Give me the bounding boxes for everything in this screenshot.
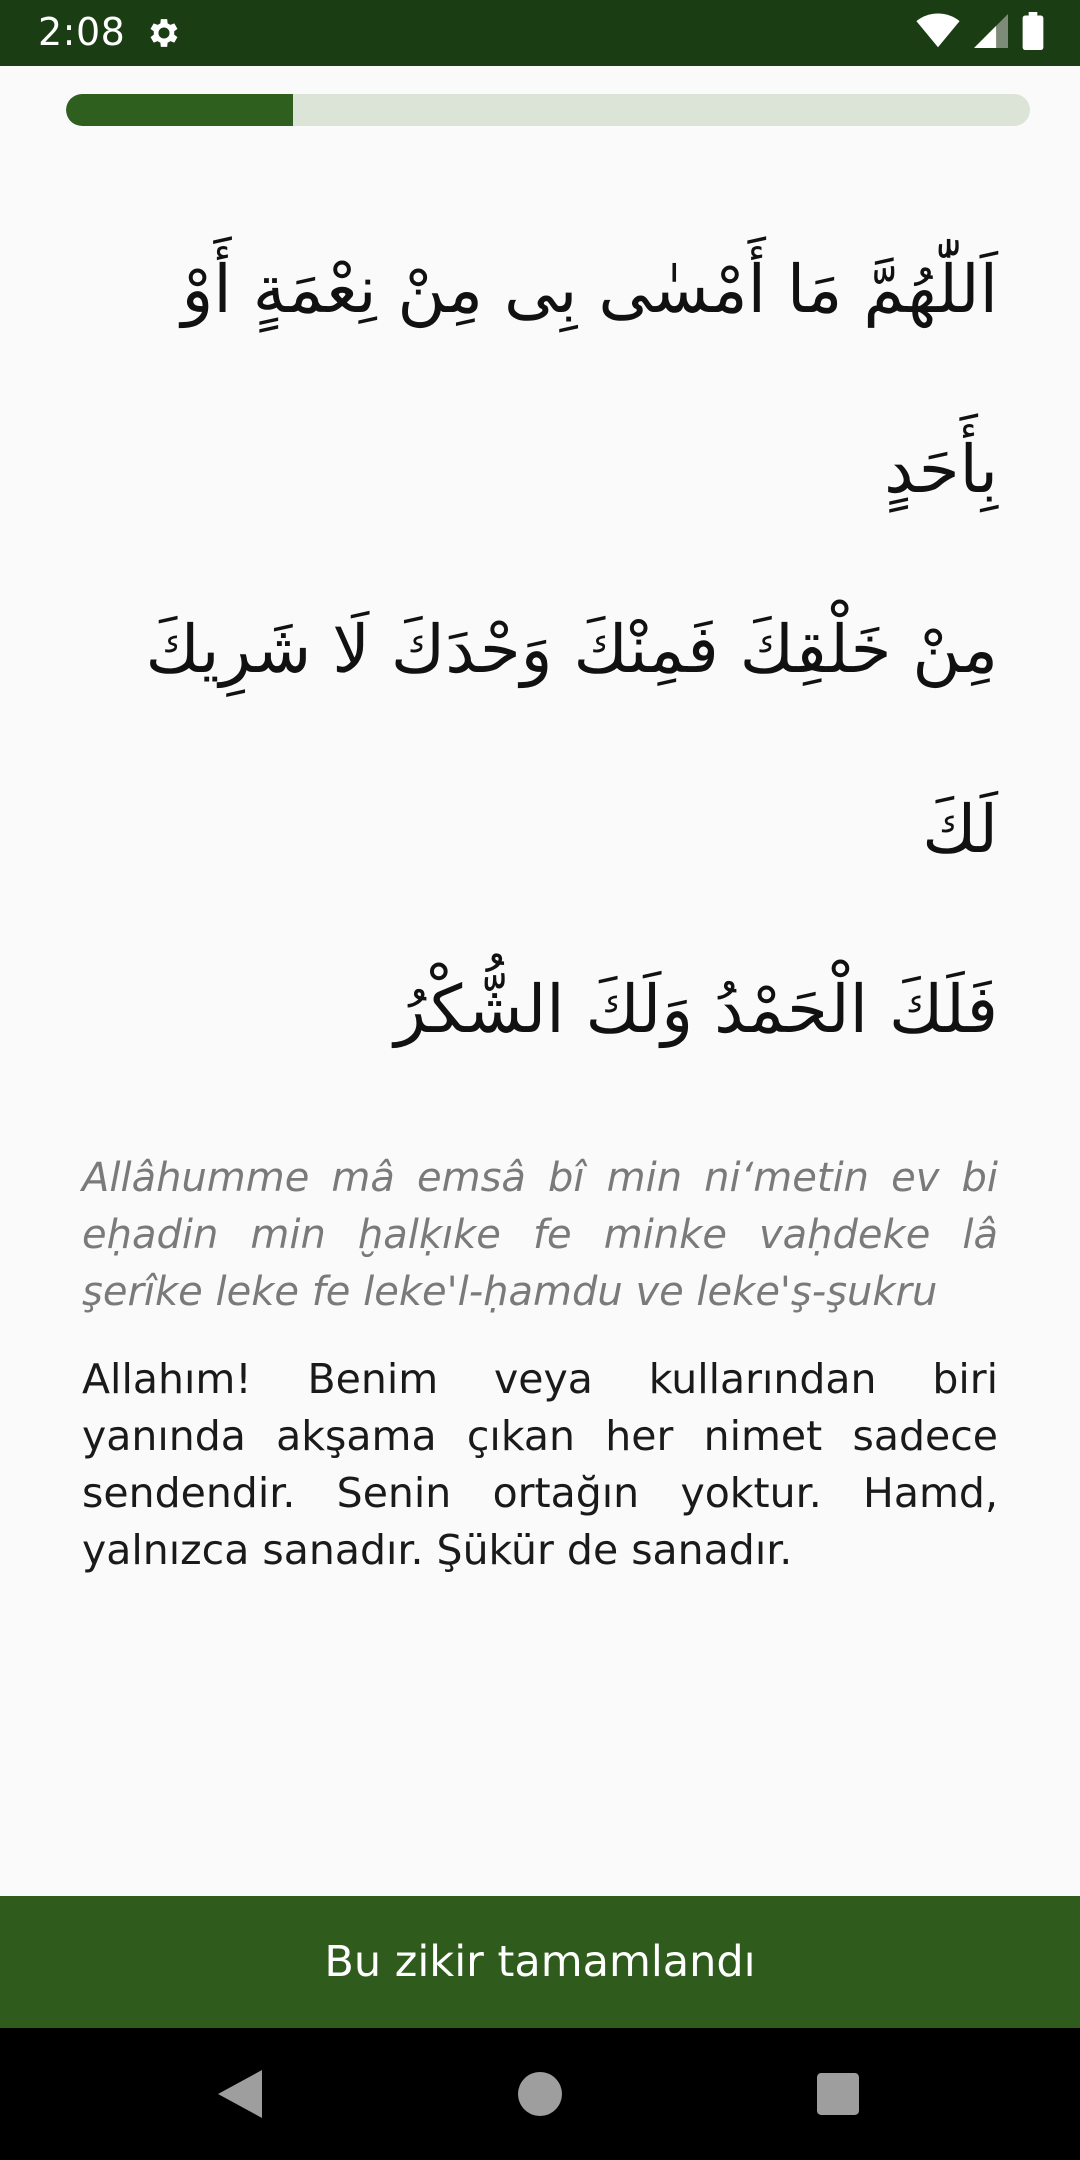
status-bar: [0, 0, 1080, 66]
arabic-line: فَلَكَ الْحَمْدُ وَلَكَ الشُّكْرُ: [394, 971, 998, 1048]
navigation-bar: [0, 2028, 1080, 2160]
translation-text: Allahım! Benim veya kullarından biri yanında akşama çıkan her nimet sadece sendendir. Senin ortağın yoktur. Hamd, yalnızca sanadır. Şükür de sanadır.: [82, 1355, 998, 1574]
battery-icon: [1022, 12, 1044, 55]
gear-icon: [145, 14, 183, 52]
arabic-line: اَللّٰهُمَّ مَا أَمْسٰى بِى مِنْ نِعْمَةٍ أَوْ بِأَحَدٍ: [181, 251, 998, 508]
complete-dhikr-button[interactable]: Bu zikir tamamlandı: [0, 1896, 1080, 2028]
arabic-line: مِنْ خَلْقِكَ فَمِنْكَ وَحْدَكَ لَا شَرِيكَ لَكَ: [145, 611, 998, 868]
progress-fill: [66, 94, 293, 126]
recents-icon[interactable]: [808, 2064, 868, 2124]
arabic-text: [82, 195, 998, 1100]
dhikr-content: [82, 195, 998, 1579]
back-icon[interactable]: [210, 2064, 270, 2124]
signal-icon: [974, 14, 1008, 53]
progress-bar: [66, 94, 1030, 126]
wifi-icon: [916, 13, 960, 54]
status-time: 2:08: [38, 10, 126, 54]
home-icon[interactable]: [510, 2064, 570, 2124]
transliteration-text: Allâhumme mâ emsâ bî min ni‘metin ev bi eḥadin min ḫalḳıke fe minke vaḥdeke lâ şerîke leke fe leke'l-ḥamdu ve leke'ş-şukru: [82, 1155, 998, 1315]
